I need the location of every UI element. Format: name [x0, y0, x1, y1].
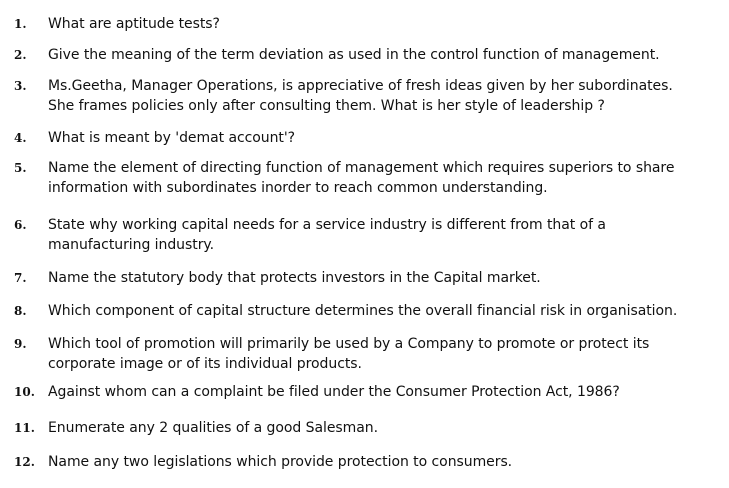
question-number: 9. [14, 337, 27, 351]
question-text [48, 334, 724, 374]
question-text [48, 128, 724, 148]
question-line: Name the element of directing function of management which requires superiors to share [48, 160, 675, 176]
question-number: 4. [14, 131, 27, 145]
question-number: 5. [14, 161, 27, 175]
question-line: Which tool of promotion will primarily be used by a Company to promote or protect its [48, 336, 650, 352]
question-text [48, 268, 724, 288]
question-text [48, 158, 724, 198]
question-line: corporate image or of its individual products. [48, 356, 362, 372]
question-line: Ms.Geetha, Manager Operations, is appreciative of fresh ideas given by her subordinates. [48, 78, 673, 94]
question-number: 6. [14, 218, 27, 232]
question-text [48, 14, 724, 34]
question-text [48, 215, 724, 255]
question-number: 10. [14, 385, 35, 399]
question-line: She frames policies only after consulting them. What is her style of leadership ? [48, 98, 605, 114]
question-number: 11. [14, 421, 35, 435]
question-number: 2. [14, 48, 27, 62]
question-number: 8. [14, 304, 27, 318]
question-line: What are aptitude tests? [48, 16, 220, 32]
question-number: 7. [14, 271, 27, 285]
question-number: 3. [14, 79, 27, 93]
question-line: information with subordinates inorder to reach common understanding. [48, 180, 548, 196]
question-line: What is meant by 'demat account'? [48, 130, 296, 146]
question-line: Name the statutory body that protects investors in the Capital market. [48, 270, 541, 286]
question-line: Enumerate any 2 qualities of a good Salesman. [48, 420, 379, 436]
question-number: 12. [14, 455, 35, 469]
question-line: Which component of capital structure determines the overall financial risk in organisation. [48, 303, 678, 319]
question-text [48, 418, 724, 438]
question-text [48, 301, 724, 321]
question-text [48, 452, 724, 472]
question-line: manufacturing industry. [48, 237, 215, 253]
question-line: Against whom can a complaint be filed under the Consumer Protection Act, 1986? [48, 384, 620, 400]
question-text [48, 382, 724, 402]
question-line: Give the meaning of the term deviation as used in the control function of management. [48, 47, 660, 63]
question-number: 1. [14, 17, 27, 31]
question-text [48, 45, 724, 65]
question-text [48, 76, 724, 116]
question-line: State why working capital needs for a service industry is different from that of a [48, 217, 606, 233]
question-line: Name any two legislations which provide protection to consumers. [48, 454, 513, 470]
